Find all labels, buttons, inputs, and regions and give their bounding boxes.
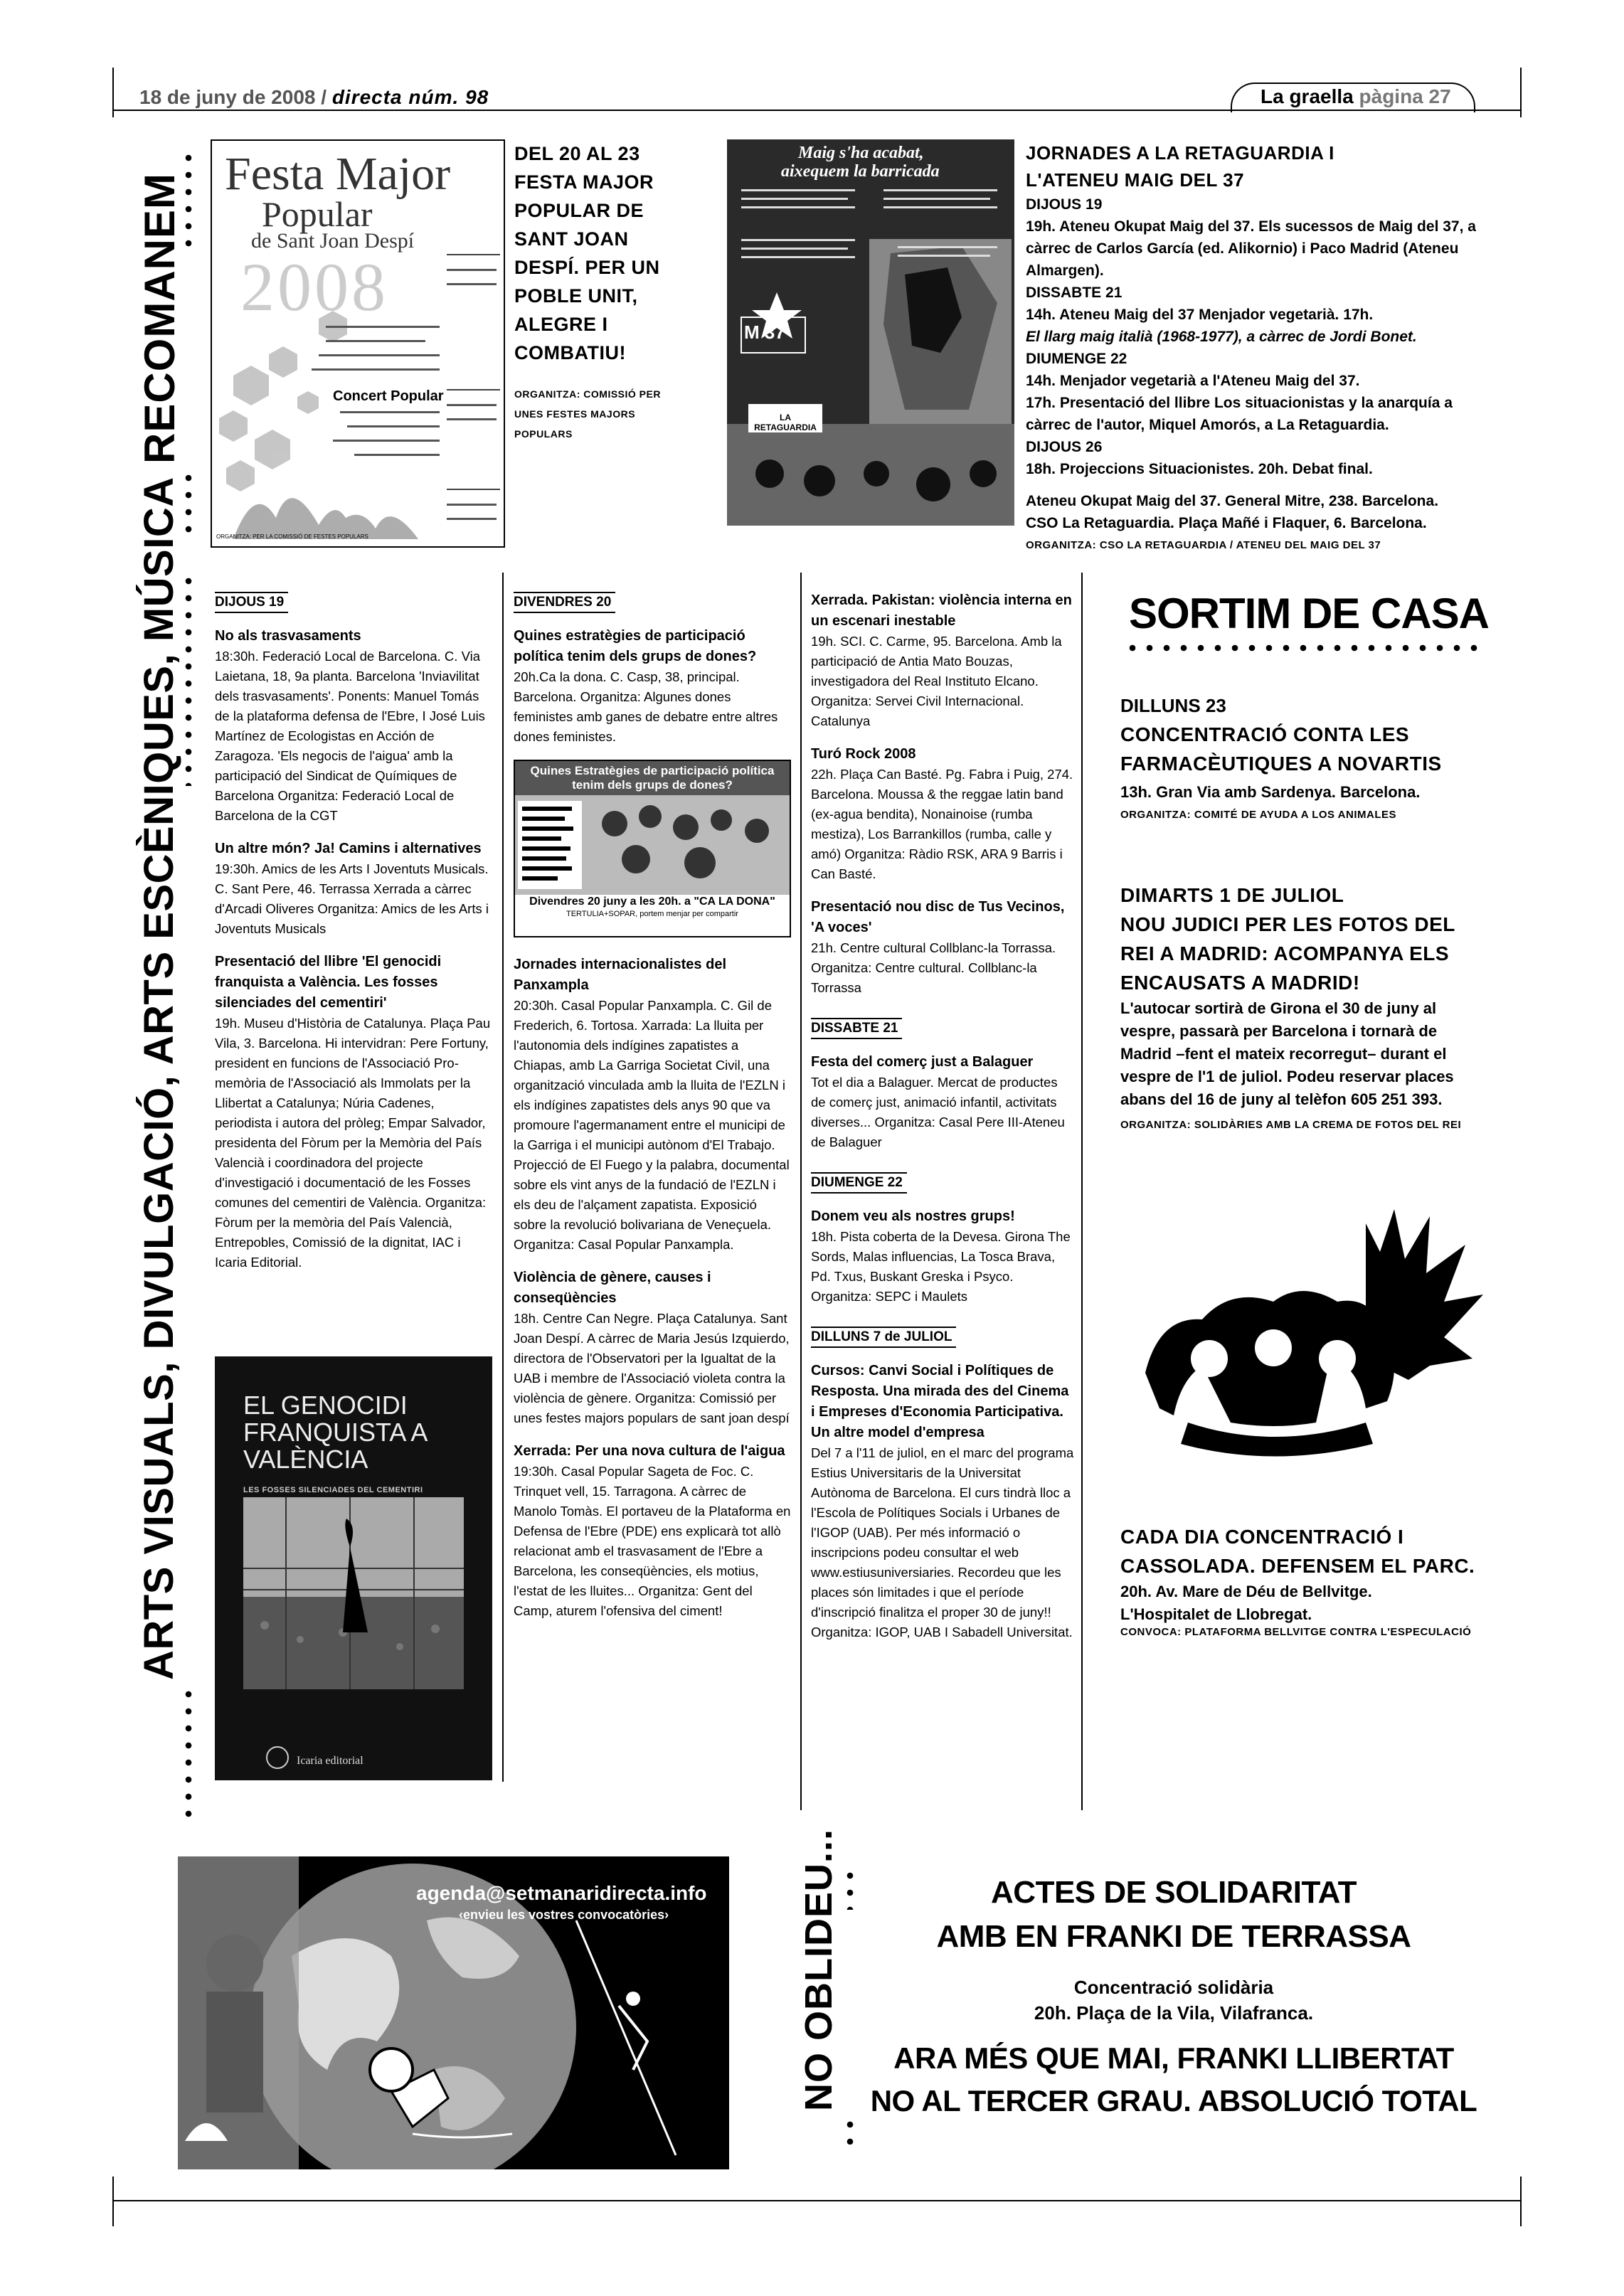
event-item (811, 1361, 1074, 1642)
jornades-title: JORNADES A LA RETAGUARDIA I L'ATENEU MAIG DEL 37 (1026, 142, 1334, 191)
poster2-badge: M 37 (744, 321, 785, 343)
event-title: Presentació del llibre 'El genocidi franquista a València. Les fosses silenciades del cementiri' (215, 954, 442, 1011)
event-title: Xerrada. Pakistan: violència interna en un escenari inestable (811, 592, 1072, 629)
event-item (215, 626, 492, 826)
cada-dia-text1: 20h. Av. Mare de Déu de Bellvitge. (1120, 1583, 1372, 1600)
event-item (514, 626, 792, 747)
event-title: No als trasvasaments (215, 628, 361, 644)
flyer-sub: TERTULIA+SOPAR, portem menjar per compartir (566, 910, 738, 918)
event-title: Jornades internacionalistes del Panxampla (514, 957, 726, 993)
event-body: 22h. Plaça Can Basté. Pg. Fabra i Puig, 274. Barcelona. Moussa & the reggae latin band (ex-agua bendita), Nonainoise (rumba mestiza), Los Barrankillos (rumba, calle y amó) Organitza: Ràdio RSK, ARA 9 Barris i Can Basté. (811, 767, 1073, 881)
jornades-line-9: 18h. Projeccions Situacionistes. 20h. Debat final. (1026, 461, 1373, 477)
event-item (215, 952, 492, 1272)
event-item (514, 1267, 792, 1428)
event-title: Turó Rock 2008 (811, 746, 916, 762)
jornades-line-8: DIJOUS 26 (1026, 439, 1103, 455)
event-title: Violència de gènere, causes i conseqüències (514, 1270, 711, 1306)
label-arts: ARTS VISUALS, DIVULGACIÓ, ARTS ESCÈNIQUES, MÚSICA (136, 477, 182, 1680)
event-body: 20h.Ca la dona. C. Casp, 38, principal. Barcelona. Organitza: Algunes dones feministes amb ganes de debatre entre altres dones feministes. (514, 669, 778, 744)
agenda-email: agenda@setmanaridirecta.info (416, 1882, 707, 1904)
event-body: 19:30h. Amics de les Arts I Joventuts Musicals. C. Sant Pere, 46. Terrassa Xerrada a càrrec d'Arcadi Oliveres Organitza: Amics de les Arts i Joventuts Musicals (215, 861, 489, 936)
day-header: DILLUNS 7 de JULIOL (811, 1327, 956, 1348)
jornades-line-2: DISSABTE 21 (1026, 285, 1123, 301)
dots-nooblideu-bottom (847, 2116, 854, 2144)
event-body: 21h. Centre cultural Collblanc-la Torrassa. Organitza: Centre cultural. Collblanc-la Torrassa (811, 940, 1056, 995)
event-body: 18h. Centre Can Negre. Plaça Catalunya. Sant Joan Despí. A càrrec de Maria Jesús Izquierdo, directora de l'Observatori per la Igualtat de la UAB i membre de l'Associació violeta contra la violència de gènere. Organitza: Comissió per unes festes majors populars de sant joan despí (514, 1311, 790, 1425)
solidaritat-slogan1: ARA MÉS QUE MAI, FRANKI LLIBERTAT (893, 2041, 1454, 2075)
day-header: DIVENDRES 20 (514, 592, 615, 613)
column-3 (811, 590, 1074, 1655)
poster-maig37 (727, 139, 1014, 526)
solidaritat-title1: ACTES DE SOLIDARITAT (991, 1875, 1357, 1910)
event-item (514, 955, 792, 1255)
festa-org-text: COMISSIÓ PER UNES FESTES MAJORS POPULARS (514, 388, 661, 440)
dots-arts-top (185, 573, 192, 786)
event-item (811, 590, 1074, 731)
event-title: Xerrada: Per una nova cultura de l'aigua (514, 1443, 785, 1459)
day-header: DIJOUS 19 (215, 592, 288, 613)
event-item (514, 1441, 792, 1621)
cada-dia-head: CADA DIA CONCENTRACIÓ I CASSOLADA. DEFENSEM EL PARC. (1120, 1526, 1475, 1577)
event-body: 19h. SCI. C. Carme, 95. Barcelona. Amb la participació de Antia Mato Bouzas, investigadora del Real Instituto Elcano. Organitza: Servei Civil Internacional. Catalunya (811, 634, 1062, 728)
event-title: Presentació nou disc de Tus Vecinos, 'A voces' (811, 899, 1065, 935)
book-cover (215, 1356, 492, 1780)
event-body: 19h. Museu d'Història de Catalunya. Plaça Pau Vila, 3. Barcelona. Hi intervidran: Pere Fortuny, president en funcions de l'Associació Pro-memòria de l'Associació als Immolats per la Llibertat a Catalunya; Núria Cadenes, periodista i autora del pròleg; Empar Salvador, presidenta del Fòrum per la Memòria del País Valencià i coordinadora del projecte d'investigació i documentació de les Fosses comunes del cementiri de València. Organitza: Fòrum per la memòria del País Valencià, Entrepobles, Comissió de la dignitat, IAC i Icaria Editorial. (215, 1016, 491, 1270)
poster1-title3: de Sant Joan Despí (251, 229, 415, 253)
header-publication: directa núm. 98 (331, 86, 489, 108)
book-photo (243, 1497, 464, 1689)
event-item (811, 1206, 1074, 1307)
event-title: Donem veu als nostres grups! (811, 1208, 1015, 1224)
poster2-logo: LA RETAGUARDIA (754, 413, 817, 432)
sortim-org: ORGANITZA: COMITÉ DE AYUDA A LOS ANIMALES (1120, 809, 1396, 821)
flyer-title: Quines Estratègies de participació política tenim dels grups de dones? (515, 761, 790, 795)
flyer-date: Divendres 20 juny a les 20h. a "CA LA DONA" (529, 895, 775, 908)
jornades-line-5: DIUMENGE 22 (1026, 351, 1127, 367)
poster1-title1: Festa Major (225, 148, 451, 200)
book-publisher: Icaria editorial (297, 1755, 363, 1767)
event-body: 19:30h. Casal Popular Sageta de Foc. C. Trinquet vell, 15. Tarragona. A càrrec de Manolo Tomàs. El portaveu de la Plataforma en Defensa de l'Ebre (PDE) ens explicarà tot allò relacionat amb el trasvasament de l'Ebre a Barcelona, les conseqüències, els motius, l'estat de les lluites... Organitza: Gent del Camp, aturem l'ofensiva del ciment! (514, 1464, 791, 1618)
jornades-org: ORGANITZA: CSO LA RETAGUARDIA / ATENEU DEL MAIG DEL 37 (1026, 539, 1381, 551)
sortim-org: ORGANITZA: SOLIDÀRIES AMB LA CREMA DE FOTOS DEL REI (1120, 1119, 1462, 1131)
poster1-concert: Concert Popular (333, 388, 444, 404)
col-divider-1 (502, 573, 504, 1782)
crop-mark-bottom-right (1520, 2177, 1522, 2226)
event-body: Tot el dia a Balaguer. Mercat de productes de comerç just, animació infantil, activitats diverses... Organitza: Casal Pere III-Ateneu de Balaguer (811, 1075, 1065, 1149)
cada-dia-block (1120, 1522, 1490, 1638)
dots-nooblideu-top (847, 1867, 854, 1910)
sortim-day: DIMARTS 1 DE JULIOL (1120, 884, 1344, 906)
event-body: 18:30h. Federació Local de Barcelona. C. Via Laietana, 18, 9a planta. Barcelona 'Inviavilitat dels trasvasaments'. Ponents: Manuel Tomás de la plataforma defensa de l'Ebre, I José Luis Martínez de Ecologistas en Acción de Zaragoza. 'Els negocis de l'aigua' amb la participació del Sindicat de Químiques de Barcelona Organitza: Federació Local de Barcelona de la CGT (215, 649, 485, 823)
col-divider-3 (1081, 573, 1083, 1810)
cada-dia-text2: L'Hospitalet de Llobregat. (1120, 1605, 1312, 1623)
solidaritat-sub2: 20h. Plaça de la Vila, Vilafranca. (1034, 2002, 1314, 2024)
poster-festa-major (211, 139, 505, 548)
crop-mark-bottom-left (112, 2177, 114, 2226)
jornades-block (1026, 139, 1481, 556)
cada-dia-org: CONVOCA: PLATAFORMA BELLVITGE CONTRA L'ESPECULACIÓ (1120, 1626, 1472, 1638)
jornades-line-0: DIJOUS 19 (1026, 196, 1103, 213)
poster2-title2: aixequem la barricada (781, 162, 940, 181)
festa-headline: DEL 20 AL 23 FESTA MAJOR POPULAR DE SANT JOAN DESPÍ. PER UN POBLE UNIT, ALEGRE I COMBATIU! (514, 143, 660, 363)
jornades-line-1: 19h. Ateneu Okupat Maig del 37. Els sucessos de Maig del 37, a càrrec de Carlos García (ed. Alikornio) i Paco Madrid (Ateneu Almargen). (1026, 218, 1476, 279)
jornades-line-4: El llarg maig italià (1968-1977), a càrrec de Jordi Bonet. (1026, 329, 1417, 345)
col-divider-2 (800, 573, 802, 1810)
day-header: DIUMENGE 22 (811, 1172, 907, 1194)
jornades-line-6: 14h. Menjador vegetarià a l'Ateneu Maig del 37. (1026, 373, 1360, 389)
poster1-title2: Popular (262, 194, 373, 234)
event-title: Festa del comerç just a Balaguer (811, 1054, 1034, 1070)
poster1-footer: ORGANITZA: PER LA COMISSIÓ DE FESTES POPULARS (216, 533, 368, 540)
jornades-addr2: CSO La Retaguardia. Plaça Mañé i Flaquer, 6. Barcelona. (1026, 515, 1427, 531)
crown-fire-icon (1131, 1195, 1487, 1458)
event-body: 20:30h. Casal Popular Panxampla. C. Gil de Frederich, 6. Tortosa. Xarrada: La lluita per l'autonomia dels indígines zapatistes a Chiapas, amb La Garriga Societat Civil, una organització vinculada amb la lluita de l'EZLN i els indígines zapatistes dels anys 90 que va promoure l'agermanament entre el municipi de la Garriga i el municipi autònom d'El Trabajo. Projecció de El Fuego y la palabra, documental sobre els vint anys de la fundació de l'EZLN i els deu de l'alçament zapatista. Exposició sobre la revolució bolivariana de Veneçuela. Organitza: Casal Popular Panxampla. (514, 998, 790, 1252)
jornades-addr1: Ateneu Okupat Maig del 37. General Mitre, 238. Barcelona. (1026, 493, 1439, 509)
sortim-item-1 (1120, 691, 1490, 827)
event-item (811, 744, 1074, 884)
day-header: DISSABTE 21 (811, 1018, 902, 1039)
label-recomanem: RECOMANEM (136, 173, 184, 464)
sortim-dots (1124, 644, 1487, 652)
dots-recomanem-top (185, 149, 192, 249)
sortim-item-2 (1120, 881, 1490, 1137)
header-right (1261, 85, 1451, 108)
header-date: 18 de juny de 2008 / (139, 86, 327, 108)
dots-arts-bottom (185, 1686, 192, 1821)
event-title: Quines estratègies de participació política tenim dels grups de dones? (514, 628, 757, 664)
sortim-day: DILLUNS 23 (1120, 695, 1226, 716)
festa-org (514, 384, 681, 444)
flyer-dones (514, 760, 791, 937)
column-2 (514, 585, 792, 1634)
sortim-text: 13h. Gran Via amb Sardenya. Barcelona. (1120, 783, 1421, 801)
book-subtitle: LES FOSSES SILENCIADES DEL CEMENTIRI (243, 1486, 423, 1494)
solidaritat-title2: AMB EN FRANKI DE TERRASSA (936, 1919, 1411, 1954)
festa-org-label: ORGANITZA: (514, 388, 580, 400)
solidaritat-block (861, 1871, 1487, 2122)
label-no-oblideu: NO OBLIDEU... (797, 1828, 840, 2111)
event-title: Un altre món? Ja! Camins i alternatives (215, 841, 482, 856)
poster1-year: 2008 (240, 249, 388, 325)
flyer-photo (515, 795, 790, 895)
book-title: EL GENOCIDI FRANQUISTA A VALÈNCIA (243, 1391, 427, 1474)
event-item (811, 1052, 1074, 1152)
agenda-banner (178, 1856, 729, 2169)
event-title: Cursos: Canvi Social i Polítiques de Resposta. Una mirada des del Cinema i Empreses d'Economia Participativa. Un altre model d'empresa (811, 1363, 1069, 1440)
header-left (139, 86, 489, 109)
header-page: pàgina 27 (1359, 85, 1451, 107)
sortim-title: SORTIM DE CASA (1128, 590, 1490, 637)
solidaritat-slogan2: NO AL TERCER GRAU. ABSOLUCIÓ TOTAL (870, 2084, 1477, 2117)
book-emblem-icon (266, 1746, 289, 1769)
sortim-head: NOU JUDICI PER LES FOTOS DEL REI A MADRID: ACOMPANYA ELS ENCAUSATS A MADRID! (1120, 913, 1455, 994)
jornades-line-3: 14h. Ateneu Maig del 37 Menjador vegetarià. 17h. (1026, 307, 1374, 323)
event-body: Del 7 a l'11 de juliol, en el marc del programa Estius Universitaris de la Universitat Autònoma de Barcelona. El curs tindrà lloc a l'Escola de Polítiques Socials i Urbanes de l'IGOP (UAB). Per més informació o inscripcions podeu consultar el web www.estiusuniversiaries. Recordeu que les places són limitades i que el període d'inscripció finalitza el proper 30 de juny!! Organitza: IGOP, UAB I Sabadell Universitat. (811, 1445, 1074, 1639)
sortim-head: CONCENTRACIÓ CONTA LES FARMACÈUTIQUES A NOVARTIS (1120, 723, 1442, 775)
jornades-line-7: 17h. Presentació del llibre Los situacionistas y la anarquía a càrrec de l'autor, Miquel Amorós, a La Retaguardia. (1026, 395, 1453, 433)
dots-recomanem-bottom (185, 469, 192, 541)
column-1 (215, 585, 492, 1285)
event-item (215, 839, 492, 939)
event-item (811, 897, 1074, 998)
event-body: 18h. Pista coberta de la Devesa. Girona The Sords, Malas influencias, La Tosca Brava, Pd. Txus, Buskant Greska i Psyco. Organitza: SEPC i Maulets (811, 1229, 1071, 1304)
solidaritat-sub1: Concentració solidària (1073, 1977, 1274, 1998)
footer-rule (112, 2200, 1522, 2201)
agenda-note: ‹envieu les vostres convocatòries› (459, 1908, 669, 1922)
sortim-text: L'autocar sortirà de Girona el 30 de juny al vespre, passarà per Barcelona i tornarà de Madrid –fent el mateix recorregut– durant el vespre de l'1 de juliol. Podeu reservar places abans del 16 de juny al telèfon 605 251 393. (1120, 999, 1454, 1108)
header-section: La graella (1261, 85, 1354, 107)
poster2-title1: Maig s'ha acabat, (798, 144, 924, 162)
